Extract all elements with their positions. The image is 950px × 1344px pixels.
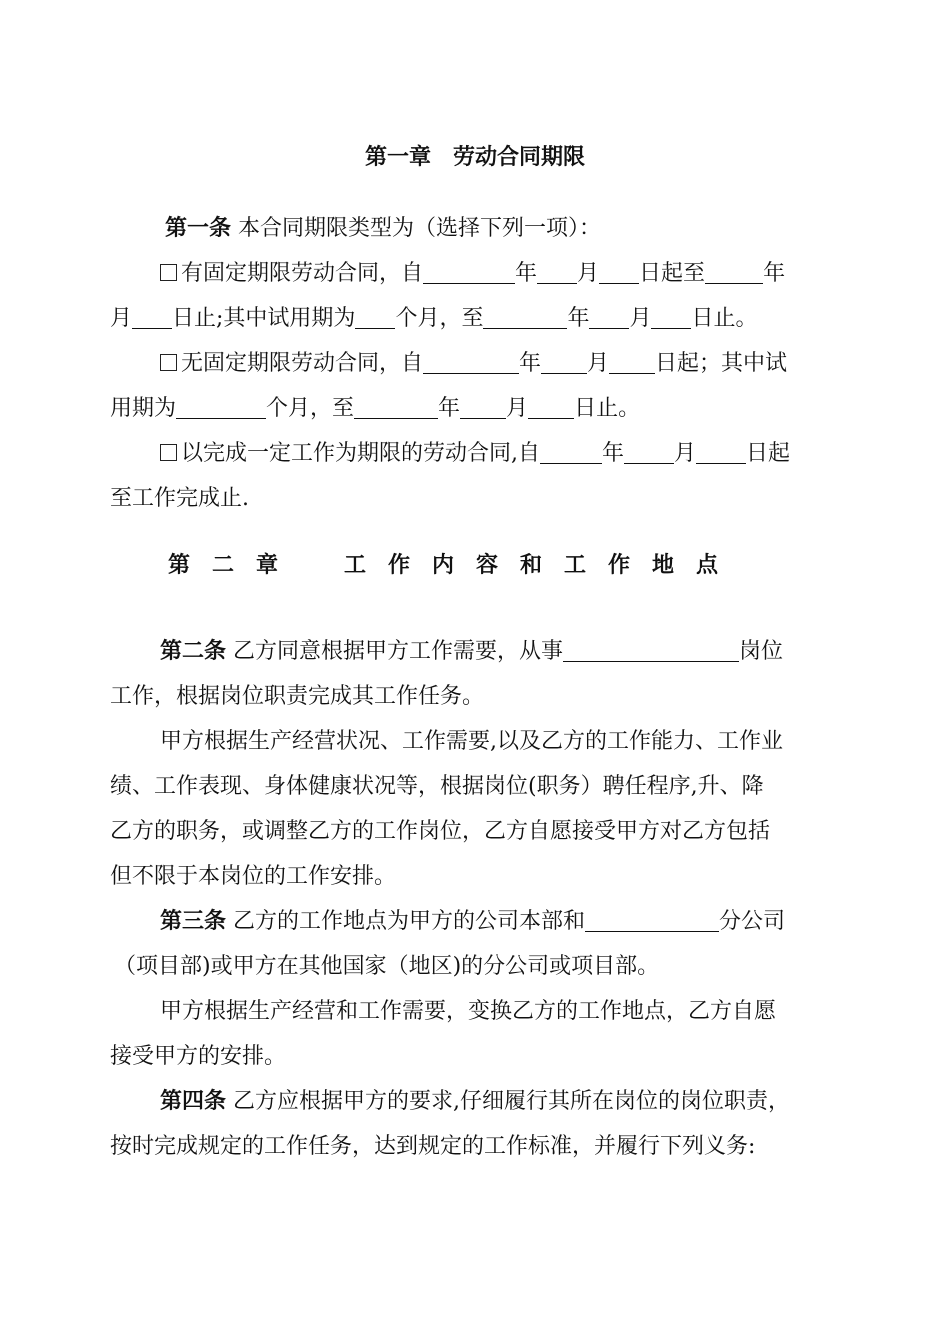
article-2-para-line-1: 甲方根据生产经营状况、工作需要,以及乙方的工作能力、工作业 xyxy=(160,729,783,754)
blank-position[interactable] xyxy=(563,639,739,662)
blank-task-year[interactable] xyxy=(540,441,602,464)
blank-probation-months[interactable] xyxy=(355,306,395,329)
article-2-line-2: 工作，根据岗位职责完成其工作任务。 xyxy=(110,684,485,709)
article-3-label: 第三条 xyxy=(160,909,227,934)
blank-probation-year[interactable] xyxy=(483,306,567,329)
blank-start-year[interactable] xyxy=(423,261,515,284)
article-2-para-line-2: 绩、工作表现、身体健康状况等，根据岗位(职务）聘任程序,升、降 xyxy=(110,774,764,799)
blank-open-probation-months[interactable] xyxy=(176,396,266,419)
article-2-para-line-3: 乙方的职务，或调整乙方的工作岗位，乙方自愿接受甲方对乙方包括 xyxy=(110,819,771,844)
option-open-term-line-2: 用期为 个月，至 年 月 日止。 xyxy=(110,396,641,421)
blank-open-probation-month[interactable] xyxy=(460,396,506,419)
chapter-2-title: 第 二 章 工 作 内 容 和 工 作 地 点 xyxy=(168,553,719,578)
option-fixed-term-line-2: 月 日止;其中试用期为 个月，至 年 月 日止。 xyxy=(110,306,758,331)
blank-end-year[interactable] xyxy=(705,261,763,284)
option-open-term-line-1: 无固定期限劳动合同，自 年 月 日起；其中试 xyxy=(160,349,787,379)
article-3-line-2: （项目部)或甲方在其他国家（地区)的分公司或项目部。 xyxy=(114,954,660,979)
blank-start-day[interactable] xyxy=(599,261,639,284)
option-task-term-line-1: 以完成一定工作为期限的劳动合同,自 年 月 日起 xyxy=(160,439,790,469)
blank-open-day[interactable] xyxy=(609,351,655,374)
article-4-label: 第四条 xyxy=(160,1089,227,1114)
article-2-label: 第二条 xyxy=(160,639,227,664)
blank-probation-day[interactable] xyxy=(651,306,691,329)
checkbox-task-term[interactable] xyxy=(160,444,177,461)
option-task-term-line-2: 至工作完成止. xyxy=(110,486,249,511)
blank-open-probation-day[interactable] xyxy=(528,396,574,419)
article-2-line-1: 第二条 乙方同意根据甲方工作需要，从事 岗位 xyxy=(160,639,784,664)
checkbox-fixed-term[interactable] xyxy=(160,264,177,281)
article-4-line-2: 按时完成规定的工作任务，达到规定的工作标准，并履行下列义务: xyxy=(110,1134,756,1159)
option-fixed-term-line-1: 有固定期限劳动合同，自 年 月 日起至 年 xyxy=(160,259,785,289)
article-3-para-line-2: 接受甲方的安排。 xyxy=(110,1044,287,1069)
blank-end-month[interactable] xyxy=(132,306,172,329)
article-1-text: 本合同期限类型为（选择下列一项）： xyxy=(238,216,602,241)
article-1-label: 第一条 xyxy=(165,216,232,241)
chapter-1-title: 第一章 劳动合同期限 xyxy=(364,145,585,170)
blank-task-day[interactable] xyxy=(696,441,746,464)
blank-probation-month[interactable] xyxy=(589,306,629,329)
blank-open-year[interactable] xyxy=(423,351,519,374)
checkbox-open-term[interactable] xyxy=(160,354,177,371)
article-3-para-line-1: 甲方根据生产经营和工作需要，变换乙方的工作地点，乙方自愿 xyxy=(160,999,777,1024)
blank-start-month[interactable] xyxy=(537,261,577,284)
blank-open-probation-year[interactable] xyxy=(354,396,438,419)
article-1-intro xyxy=(165,214,601,244)
article-2-para-line-4: 但不限于本岗位的工作安排。 xyxy=(110,864,397,889)
blank-branch[interactable] xyxy=(585,909,719,932)
article-3-line-1: 第三条 乙方的工作地点为甲方的公司本部和 分公司 xyxy=(160,909,786,934)
article-4-line-1: 第四条 乙方应根据甲方的要求,仔细履行其所在岗位的岗位职责， xyxy=(160,1089,791,1114)
blank-task-month[interactable] xyxy=(624,441,674,464)
blank-open-month[interactable] xyxy=(541,351,587,374)
